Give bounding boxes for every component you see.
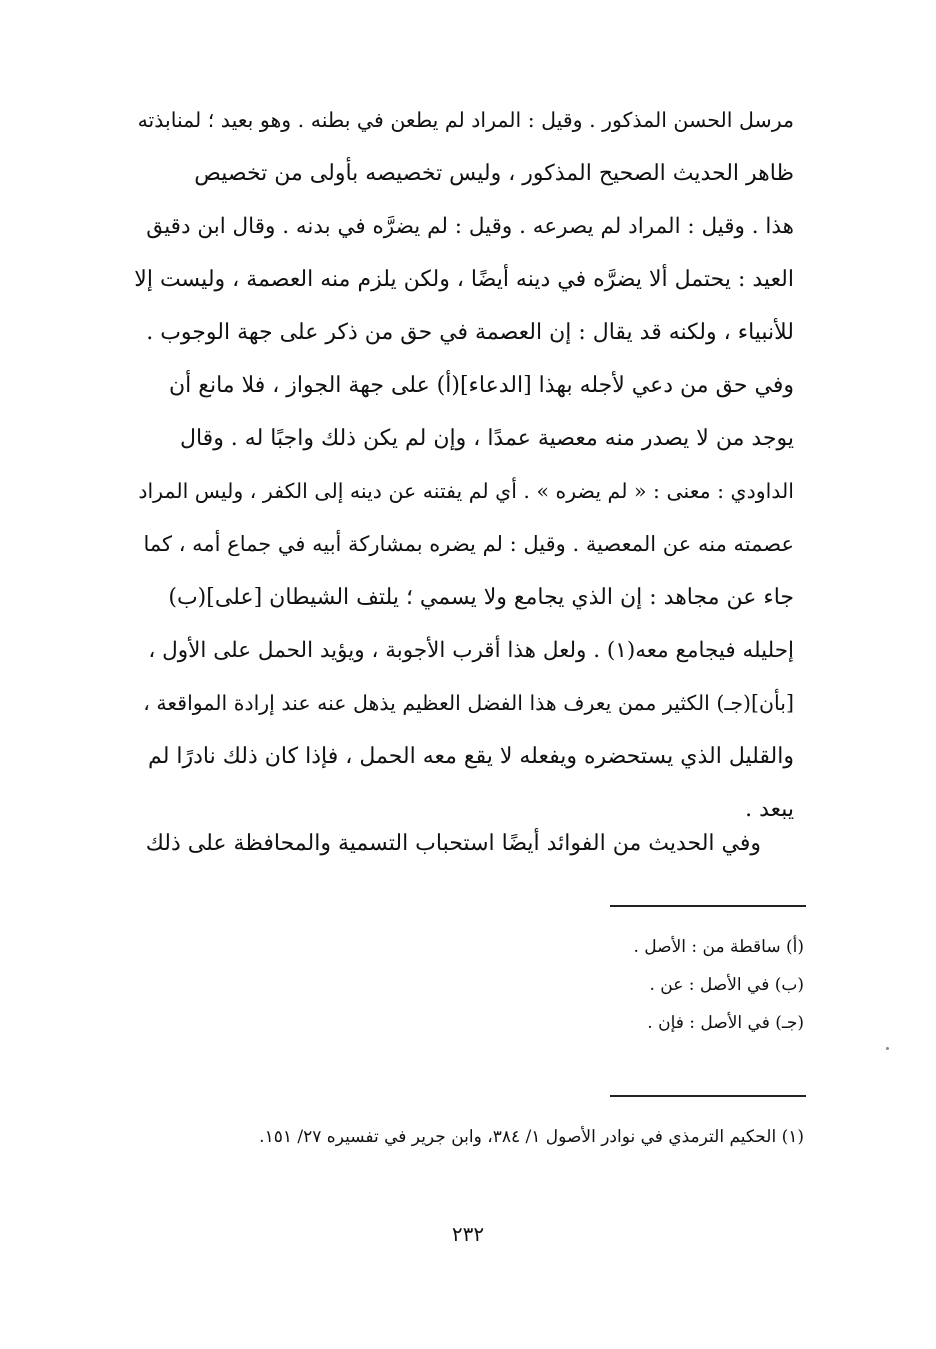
text-line-4: العيد : يحتمل ألا يضرَّه في دينه أيضًا ، ولكن يلزم منه العصمة ، وليست إلا xyxy=(134,267,794,292)
text-line-12: [بأن](جـ) الكثير ممن يعرف هذا الفضل العظيم يذهل عنه عند إرادة المواقعة ، xyxy=(143,691,794,715)
variant-notes xyxy=(204,928,804,1042)
text-line-8: الداودي : معنى : « لم يضره » . أي لم يفتنه عن دينه إلى الكفر ، وليس المراد xyxy=(138,479,794,503)
text-line-13: والقليل الذي يستحضره ويفعله لا يقع معه الحمل ، فإذا كان ذلك نادرًا لم xyxy=(148,744,794,769)
scan-speck xyxy=(886,1047,889,1050)
footnote-1: (١) الحكيم الترمذي في نوادر الأصول ١/ ٣٨٤، وابن جرير في تفسيره ٢٧/ ١٥١. xyxy=(259,1127,804,1147)
second-paragraph xyxy=(121,817,761,870)
variant-note-b: (ب) في الأصل : عن . xyxy=(649,975,804,995)
text-line-11: إحليله فيجامع معه(١) . ولعل هذا أقرب الأجوبة ، ويؤيد الحمل على الأول ، xyxy=(148,638,794,663)
text-line-10: جاء عن مجاهد : إن الذي يجامع ولا يسمي ؛ يلتف الشيطان [على](ب) xyxy=(168,585,794,610)
variant-note-a: (أ) ساقطة من : الأصل . xyxy=(633,937,804,957)
text-line-7: يوجد من لا يصدر منه معصية عمدًا ، وإن لم يكن ذلك واجبًا له . وقال xyxy=(179,426,794,451)
text-line-9: عصمته منه عن المعصية . وقيل : لم يضره بمشاركة أبيه في جماع أمه ، كما xyxy=(143,532,794,556)
text-line-3: هذا . وقيل : المراد لم يصرعه . وقيل : لم يضرَّه في بدنه . وقال ابن دقيق xyxy=(146,214,794,239)
main-text-block xyxy=(134,94,794,836)
text-line-2: ظاهر الحديث الصحيح المذكور ، وليس تخصيصه بأولى من تخصيص xyxy=(194,161,794,186)
paragraph-2-line: وفي الحديث من الفوائد أيضًا استحباب التسمية والمحافظة على ذلك xyxy=(145,831,761,856)
text-line-14: يبعد . xyxy=(745,797,794,822)
page-number: ٢٣٢ xyxy=(451,1222,485,1246)
notes-divider xyxy=(610,905,806,907)
variant-note-c: (جـ) في الأصل : فإن . xyxy=(647,1013,804,1033)
text-line-6: وفي حق من دعي لأجله بهذا [الدعاء](أ) على جهة الجواز ، فلا مانع أن xyxy=(169,373,794,398)
footnotes xyxy=(104,1118,804,1156)
footnote-divider xyxy=(610,1095,806,1097)
text-line-5: للأنبياء ، ولكنه قد يقال : إن العصمة في حق من ذكر على جهة الوجوب . xyxy=(146,320,794,345)
text-line-1: مرسل الحسن المذكور . وقيل : المراد لم يطعن في بطنه . وهو بعيد ؛ لمنابذته xyxy=(137,108,794,132)
